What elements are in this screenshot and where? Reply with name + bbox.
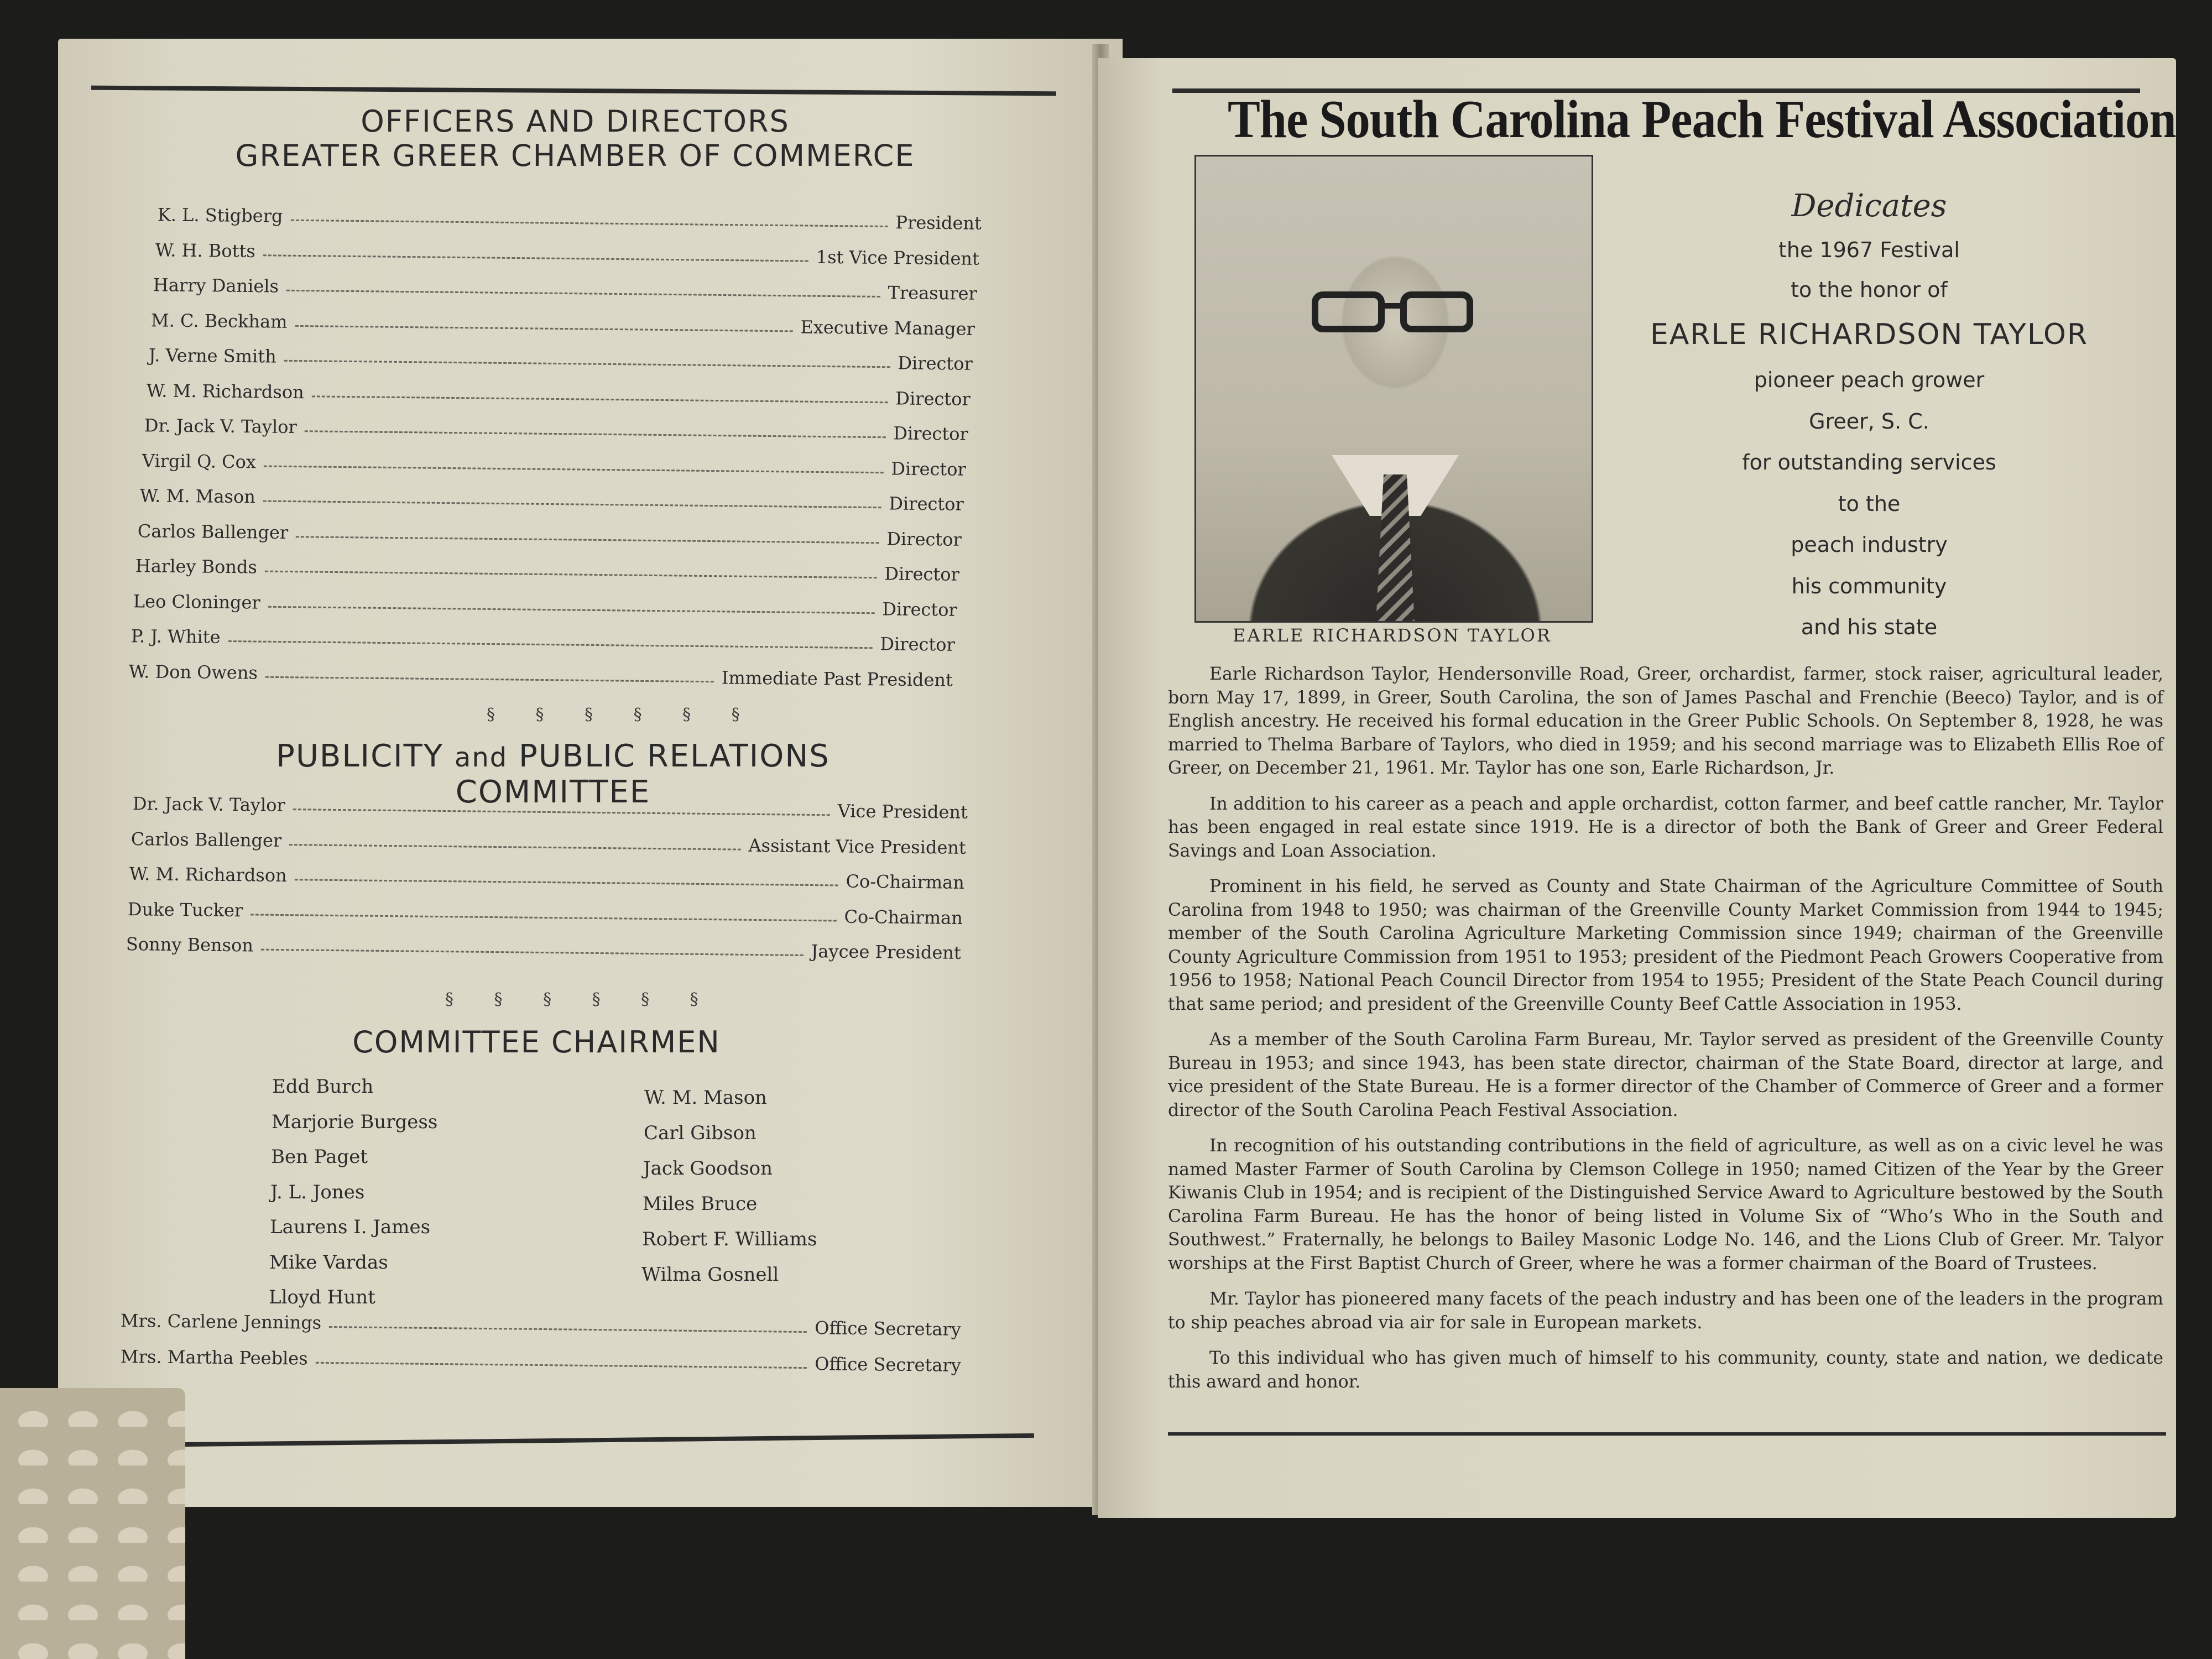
- roster-role: Immediate Past President: [721, 666, 953, 691]
- chairman-name: Ben Paget: [271, 1146, 368, 1168]
- roster-name: W. H. Botts: [155, 239, 255, 262]
- leader-dots: [289, 844, 740, 851]
- bio-paragraph: Prominent in his field, he served as County and State Chairman of the Agriculture Committee of South Carolina from 1948 to 1950; was chairman of the Greenville County Market Commission from 1944 to 1945; member of the South Carolina Agriculture Marketing Commission since 1949; chairman of the Greenville County Agriculture Commission from 1951 to 1953; president of the Piedmont Peach Growers Cooperative from 1956 to 1958; National Peach Council Director from 1954 to 1955; President of the State Peach Council during that same period; and president of the Greenville County Beef Cattle Association in 1953.: [1168, 877, 2163, 1014]
- leader-dots: [295, 879, 838, 886]
- bio-paragraph: In addition to his career as a peach and apple orchardist, cotton farmer, and beef cattle rancher, Mr. Taylor has been engaged in real estate since 1919. He is a director of both the Bank of Greer and Greer Federal Savings and Loan Association.: [1168, 794, 2163, 861]
- roster-name: Sonny Benson: [126, 933, 254, 956]
- portrait-photo: [1194, 155, 1593, 623]
- roster-name: W. M. Mason: [139, 485, 256, 508]
- dedication-line: to the honor of: [1791, 278, 1948, 302]
- roster-role: Vice President: [837, 800, 968, 823]
- chairman-name: Robert F. Williams: [642, 1228, 817, 1250]
- honoree-name: EARLE RICHARDSON TAYLOR: [1650, 318, 2089, 351]
- bio-paragraph: As a member of the South Carolina Farm Bureau, Mr. Taylor served as president of the Greenville County Bureau in 1953; and since 1943, has been state director, chairman of the State Board, director at large, and vice president of the State Bureau. He is a former director of the Chamber of Commerce of Greer and a former director of the South Carolina Peach Festival Association.: [1168, 1030, 2163, 1120]
- bio-paragraph: To this individual who has given much of himself to his community, county, state and nation, we dedicate this award and honor.: [1168, 1348, 2163, 1392]
- leader-dots: [286, 290, 880, 298]
- leader-dots: [265, 676, 714, 682]
- roster-role: Director: [898, 352, 973, 374]
- chairman-name: Laurens I. James: [270, 1216, 431, 1238]
- roster-role: Office Secretary: [815, 1353, 962, 1376]
- ornament-divider-1: § § § § § §: [487, 705, 758, 724]
- roster-name: Carlos Ballenger: [131, 828, 282, 851]
- roster-name: Carlos Ballenger: [137, 520, 289, 543]
- biography-text: [1168, 662, 2163, 1406]
- roster-name: Harley Bonds: [135, 555, 258, 578]
- leader-dots: [284, 360, 890, 368]
- roster-role: President: [895, 212, 982, 234]
- roster-role: Director: [891, 457, 967, 480]
- roster-role: Director: [886, 528, 962, 550]
- chairman-name: Mike Vardas: [269, 1251, 388, 1274]
- chairman-name: W. M. Mason: [644, 1087, 767, 1109]
- roster-name: J. Verne Smith: [148, 345, 276, 367]
- bag-of-beans: [0, 1388, 185, 1659]
- roster-role: 1st Vice President: [816, 246, 980, 269]
- dedication-line: his community: [1791, 573, 1947, 598]
- roster-role: Co-Chairman: [844, 906, 963, 928]
- dedication-line: peach industry: [1791, 533, 1948, 557]
- dedication-line: the 1967 Festival: [1778, 238, 1960, 262]
- leader-dots: [268, 606, 875, 613]
- dedication-line: Greer, S. C.: [1809, 409, 1929, 434]
- roster-name: Virgil Q. Cox: [142, 450, 257, 472]
- chairman-name: Carl Gibson: [644, 1122, 757, 1144]
- photo-caption: EARLE RICHARDSON TAYLOR: [1233, 625, 1552, 646]
- leader-dots: [316, 1362, 807, 1369]
- leader-dots: [265, 571, 877, 579]
- roster-role: Executive Manager: [800, 316, 975, 340]
- leader-dots: [290, 220, 888, 227]
- bio-paragraph: Earle Richardson Taylor, Hendersonville Road, Greer, orchardist, farmer, stock raiser, agricultural leader, born May 17, 1899, in Greer, South Carolina, the son of James Paschal and Frenchie (Beeco) Taylor, and is of English ancestry. He received his formal education in the Greer Public Schools. On September 8, 1928, he was married to Thelma Barbare of Taylors, who died in 1959; and his second marriage was to Elizabeth Ellis Roe of Greer, on December 21, 1961. Mr. Taylor has one son, Earle Richardson, Jr.: [1168, 664, 2163, 778]
- officers-heading-line1: OFFICERS AND DIRECTORS: [361, 104, 790, 139]
- leader-dots: [293, 808, 830, 816]
- dedication-line: pioneer peach grower: [1754, 368, 1985, 392]
- leader-dots: [312, 395, 888, 403]
- publicity-heading-rest: PUBLIC RELATIONS COMMITTEE: [455, 738, 830, 810]
- roster-name: Duke Tucker: [127, 898, 243, 921]
- masthead-title: The South Carolina Peach Festival Association: [1228, 90, 2176, 149]
- roster-name: Harry Daniels: [153, 274, 279, 297]
- leader-dots: [296, 536, 879, 544]
- roster-name: Mrs. Martha Peebles: [120, 1346, 308, 1369]
- officers-heading-line2: GREATER GREER CHAMBER OF COMMERCE: [235, 138, 915, 173]
- leader-dots: [264, 465, 884, 473]
- roster-name: K. L. Stigberg: [157, 204, 283, 227]
- ornament-divider-2: § § § § § §: [445, 990, 716, 1009]
- leader-dots: [305, 430, 886, 438]
- bottom-rule-right: [1168, 1432, 2166, 1436]
- dedication-line: to the: [1838, 491, 1901, 516]
- leader-dots: [261, 949, 804, 956]
- leader-dots: [251, 914, 836, 921]
- leader-dots: [263, 500, 881, 509]
- roster-role: Jaycee President: [811, 941, 962, 963]
- roster-role: Assistant Vice President: [748, 834, 967, 858]
- leader-dots: [263, 254, 808, 262]
- roster-name: Dr. Jack V. Taylor: [132, 793, 285, 816]
- roster-name: W. M. Richardson: [146, 379, 304, 403]
- dedication-line: and his state: [1801, 615, 1938, 639]
- chairman-name: Edd Burch: [272, 1076, 374, 1098]
- chairmen-heading: COMMITTEE CHAIRMEN: [352, 1025, 721, 1060]
- roster-role: Director: [889, 493, 964, 515]
- roster-role: Director: [880, 633, 956, 655]
- glasses-shape: [1304, 286, 1486, 336]
- roster-name: P. J. White: [131, 625, 221, 648]
- roster-role: Director: [884, 563, 960, 585]
- bio-paragraph: Mr. Taylor has pioneered many facets of the peach industry and has been one of the leaders in the program to ship peaches abroad via air for sale in European markets.: [1168, 1289, 2163, 1333]
- roster-role: Director: [895, 387, 971, 410]
- roster-name: W. M. Richardson: [129, 863, 287, 886]
- dedication-line: for outstanding services: [1742, 450, 1996, 474]
- roster-role: Director: [882, 598, 958, 620]
- chairman-name: Miles Bruce: [643, 1193, 758, 1215]
- bio-paragraph: In recognition of his outstanding contributions in the field of agriculture, as well as on a civic level he was named Master Farmer of South Carolina by Clemson College in 1950; named Citizen of the Year by the Greer Kiwanis Club in 1954; and is recipient of the Distinguished Service Award to Agriculture bestowed by the South Carolina Farm Bureau. He has the honor of being listed in Volume Six of “Who’s Who in the South and Southwest.” Fraternally, he belongs to Bailey Masonic Lodge No. 146, and the Lions Club of Greer. Mr. Talyor worships at the First Baptist Church of Greer, where he was a former chairman of the Board of Trustees.: [1168, 1136, 2163, 1274]
- roster-name: M. C. Beckham: [150, 309, 288, 332]
- roster-role: Director: [893, 422, 969, 445]
- chairman-name: J. L. Jones: [270, 1181, 365, 1203]
- publicity-heading-main: PUBLICITY: [276, 738, 444, 774]
- chairman-name: Jack Goodson: [643, 1157, 773, 1180]
- roster-name: Mrs. Carlene Jennings: [120, 1310, 322, 1333]
- roster-name: W. Don Owens: [128, 660, 258, 684]
- leader-dots: [228, 640, 872, 649]
- roster-role: Co-Chairman: [846, 870, 965, 893]
- dedicates-title: Dedicates: [1791, 188, 1947, 224]
- publicity-heading-and: and: [454, 742, 508, 773]
- roster-name: Dr. Jack V. Taylor: [144, 415, 297, 438]
- chairman-name: Wilma Gosnell: [641, 1264, 779, 1286]
- roster-name: Leo Cloninger: [133, 590, 260, 613]
- chairman-name: Lloyd Hunt: [269, 1286, 375, 1308]
- leader-dots: [295, 325, 792, 331]
- roster-role: Office Secretary: [815, 1317, 962, 1340]
- roster-role: Treasurer: [888, 282, 978, 304]
- chairman-name: Marjorie Burgess: [272, 1110, 438, 1133]
- leader-dots: [329, 1326, 807, 1333]
